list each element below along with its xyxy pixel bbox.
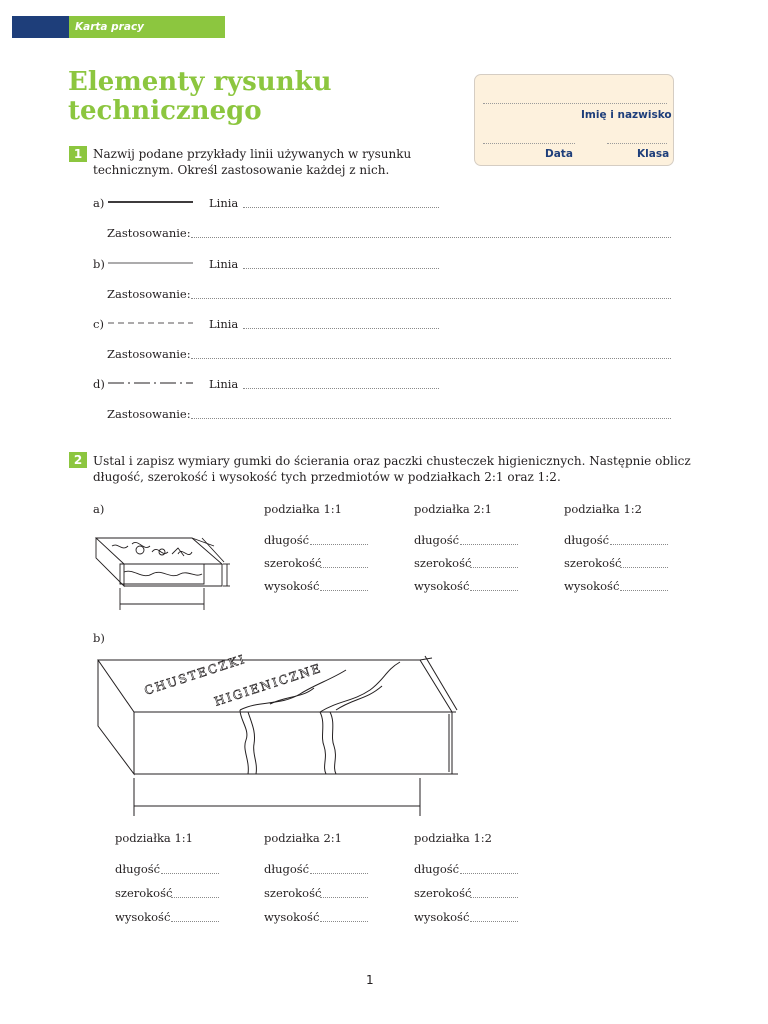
scale-header: podziałka 1:2 bbox=[414, 831, 492, 845]
answer-field[interactable] bbox=[171, 921, 219, 922]
field-label: szerokość bbox=[264, 886, 322, 900]
answer-field[interactable] bbox=[620, 567, 668, 568]
part-b-label: b) bbox=[93, 631, 105, 645]
name-dotted-line[interactable] bbox=[483, 103, 667, 104]
usage-label: Zastosowanie: bbox=[107, 226, 191, 240]
field-label: wysokość bbox=[414, 579, 470, 593]
usage-label: Zastosowanie: bbox=[107, 407, 191, 421]
answer-field[interactable] bbox=[320, 921, 368, 922]
field-label: wysokość bbox=[115, 910, 171, 924]
field-label: szerokość bbox=[414, 886, 472, 900]
line-label: Linia bbox=[209, 257, 239, 271]
student-info-box bbox=[474, 74, 674, 166]
answer-field[interactable] bbox=[171, 897, 219, 898]
task2-instructions bbox=[93, 454, 691, 485]
tissue-box-drawing bbox=[90, 650, 462, 820]
header-accent-bar bbox=[12, 16, 69, 38]
field-label: wysokość bbox=[264, 910, 320, 924]
task2-text-line1: Ustal i zapisz wymiary gumki do ścierania oraz paczki chusteczek higienicznych. Następnie oblicz bbox=[93, 454, 691, 468]
part-a-label: a) bbox=[93, 502, 105, 516]
box-print-line2: HIGIENICZNE bbox=[212, 660, 324, 709]
field-label: długość bbox=[414, 862, 460, 876]
answer-field[interactable] bbox=[460, 873, 518, 874]
page-title-line1: Elementy rysunku bbox=[68, 67, 332, 97]
page-title-line2: technicznego bbox=[68, 96, 262, 126]
answer-field[interactable] bbox=[310, 544, 368, 545]
task1-text-line1: Nazwij podane przykłady linii używanych w rysunku bbox=[93, 147, 412, 161]
item-letter: c) bbox=[93, 317, 104, 331]
answer-field[interactable] bbox=[610, 544, 668, 545]
field-label: szerokość bbox=[115, 886, 173, 900]
field-label: szerokość bbox=[564, 556, 622, 570]
answer-field[interactable] bbox=[470, 590, 518, 591]
field-label: długość bbox=[264, 862, 310, 876]
name-label: Imię i nazwisko bbox=[581, 109, 672, 121]
thin-continuous-line-sample bbox=[106, 257, 196, 269]
field-label: szerokość bbox=[414, 556, 472, 570]
line-label: Linia bbox=[209, 377, 239, 391]
answer-field[interactable] bbox=[320, 567, 368, 568]
field-label: długość bbox=[264, 533, 310, 547]
eraser-drawing bbox=[92, 524, 232, 610]
usage-answer-field[interactable] bbox=[191, 418, 671, 419]
answer-field[interactable] bbox=[470, 921, 518, 922]
date-label: Data bbox=[545, 148, 573, 160]
line-name-answer-field[interactable] bbox=[243, 268, 439, 269]
line-name-answer-field[interactable] bbox=[243, 388, 439, 389]
scale-header: podziałka 1:2 bbox=[564, 502, 642, 516]
line-label: Linia bbox=[209, 196, 239, 210]
answer-field[interactable] bbox=[470, 567, 518, 568]
dashed-line-sample bbox=[106, 317, 196, 329]
usage-answer-field[interactable] bbox=[191, 237, 671, 238]
usage-answer-field[interactable] bbox=[191, 298, 671, 299]
header-label: Karta pracy bbox=[75, 21, 145, 33]
field-label: wysokość bbox=[414, 910, 470, 924]
scale-header: podziałka 1:1 bbox=[115, 831, 193, 845]
answer-field[interactable] bbox=[320, 590, 368, 591]
field-label: długość bbox=[115, 862, 161, 876]
answer-field[interactable] bbox=[320, 897, 368, 898]
task2-number-badge: 2 bbox=[69, 452, 87, 468]
scale-header: podziałka 2:1 bbox=[414, 502, 492, 516]
field-label: długość bbox=[414, 533, 460, 547]
answer-field[interactable] bbox=[460, 544, 518, 545]
class-dotted-line[interactable] bbox=[607, 143, 667, 144]
thick-continuous-line-sample bbox=[106, 196, 196, 208]
scale-header: podziałka 2:1 bbox=[264, 831, 342, 845]
box-print-line1: CHUSTECZKI bbox=[142, 651, 248, 698]
line-label: Linia bbox=[209, 317, 239, 331]
answer-field[interactable] bbox=[470, 897, 518, 898]
page-title bbox=[68, 68, 332, 126]
dash-dot-line-sample bbox=[106, 377, 196, 389]
field-label: długość bbox=[564, 533, 610, 547]
item-letter: b) bbox=[93, 257, 105, 271]
answer-field[interactable] bbox=[620, 590, 668, 591]
page-number: 1 bbox=[366, 973, 374, 987]
field-label: szerokość bbox=[264, 556, 322, 570]
task1-number-badge: 1 bbox=[69, 146, 87, 162]
date-dotted-line[interactable] bbox=[483, 143, 575, 144]
usage-answer-field[interactable] bbox=[191, 358, 671, 359]
answer-field[interactable] bbox=[161, 873, 219, 874]
line-name-answer-field[interactable] bbox=[243, 328, 439, 329]
item-letter: a) bbox=[93, 196, 105, 210]
field-label: wysokość bbox=[264, 579, 320, 593]
answer-field[interactable] bbox=[310, 873, 368, 874]
task1-instructions bbox=[93, 147, 411, 178]
item-letter: d) bbox=[93, 377, 105, 391]
field-label: wysokość bbox=[564, 579, 620, 593]
task2-text-line2: długość, szerokość i wysokość tych przedmiotów w podziałkach 2:1 oraz 1:2. bbox=[93, 469, 561, 484]
usage-label: Zastosowanie: bbox=[107, 287, 191, 301]
class-label: Klasa bbox=[637, 148, 670, 160]
task1-text-line2: technicznym. Określ zastosowanie każdej z nich. bbox=[93, 162, 390, 177]
scale-header: podziałka 1:1 bbox=[264, 502, 342, 516]
line-name-answer-field[interactable] bbox=[243, 207, 439, 208]
usage-label: Zastosowanie: bbox=[107, 347, 191, 361]
